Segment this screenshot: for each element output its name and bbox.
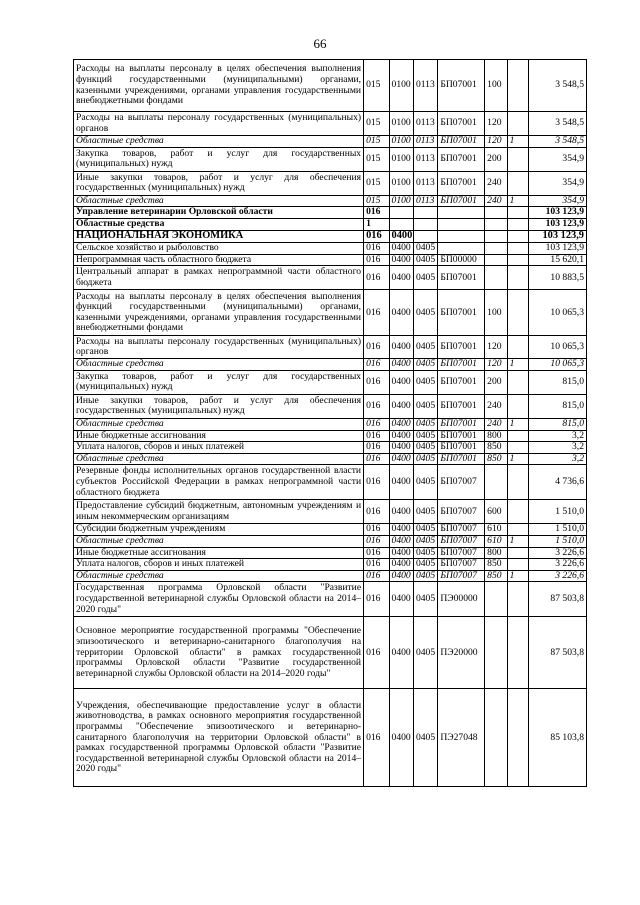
funding-source-code-cell [507,219,528,231]
ministry-code-cell: 016 [364,418,389,430]
section-code-cell: 0400 [389,500,413,524]
section-code-cell: 0400 [389,570,413,582]
expense-type-code-cell: 200 [485,147,507,171]
funding-source-code-cell [507,617,528,689]
section-code-cell: 0100 [389,60,413,112]
subsection-code-cell: 0405 [413,582,437,617]
ministry-code-cell: 015 [364,195,389,207]
section-code-cell: 0400 [389,254,413,266]
expense-name-cell: Областные средства [74,418,364,430]
subsection-code-cell: 0405 [413,559,437,571]
expense-type-code-cell [485,243,507,255]
ministry-code-cell: 016 [364,559,389,571]
table-row [74,254,587,266]
expense-name-cell: Расходы на выплаты персоналу государственных (муниципальных) органов [74,336,364,359]
funding-source-code-cell [507,207,528,219]
expense-type-code-cell: 850 [485,570,507,582]
target-item-code-cell: БП07001 [438,430,485,442]
target-item-code-cell: БП07007 [438,465,485,500]
funding-source-code-cell: 1 [507,359,528,371]
table-row [74,394,587,418]
expense-name-cell: Расходы на выплаты персоналу в целях обеспечения выполнения функций государственными (муниципальными) органами, казенными учреждениями, органами управления государственными внебюджетными фондами [74,290,364,336]
ministry-code-cell: 015 [364,60,389,112]
table-row [74,231,587,243]
funding-source-code-cell: 1 [507,195,528,207]
table-row [74,418,587,430]
expense-name-cell: Уплата налогов, сборов и иных платежей [74,559,364,571]
expense-name-cell: Иные закупки товаров, работ и услуг для обеспечения государственных (муниципальных) нужд [74,394,364,418]
target-item-code-cell: БП07001 [438,112,485,136]
table-row [74,195,587,207]
expense-name-cell: Основное мероприятие государственной программы "Обеспечение эпизоотического и ветеринарно-санитарного благополучия на территории Орловской области" в рамках государственной программы Орловской области "Развитие государственной ветеринарной службы Орловской области на 2014–2020 годы" [74,617,364,689]
expense-type-code-cell: 850 [485,559,507,571]
target-item-code-cell: БП07001 [438,195,485,207]
amount-cell: 3,2 [528,453,586,465]
subsection-code-cell: 0405 [413,547,437,559]
subsection-code-cell [413,219,437,231]
amount-cell: 3,2 [528,442,586,454]
target-item-code-cell: БП00000 [438,254,485,266]
funding-source-code-cell [507,465,528,500]
expense-name-cell: Закупка товаров, работ и услуг для государственных (муниципальных) нужд [74,370,364,394]
section-code-cell: 0400 [389,559,413,571]
ministry-code-cell: 016 [364,370,389,394]
funding-source-code-cell [507,243,528,255]
funding-source-code-cell [507,60,528,112]
ministry-code-cell: 016 [364,453,389,465]
ministry-code-cell: 016 [364,266,389,290]
section-code-cell: 0400 [389,524,413,536]
table-row [74,147,587,171]
expense-name-cell: Иные бюджетные ассигнования [74,430,364,442]
expense-type-code-cell [485,465,507,500]
ministry-code-cell: 015 [364,112,389,136]
subsection-code-cell: 0405 [413,243,437,255]
expense-type-code-cell: 800 [485,547,507,559]
ministry-code-cell: 016 [364,547,389,559]
expense-name-cell: Государственная программа Орловской области "Развитие государственной ветеринарной службы Орловской области на 2014–2020 годы" [74,582,364,617]
amount-cell: 103 123,9 [528,219,586,231]
subsection-code-cell: 0405 [413,465,437,500]
funding-source-code-cell [507,336,528,359]
amount-cell: 3 548,5 [528,136,586,148]
ministry-code-cell: 016 [364,442,389,454]
amount-cell: 103 123,9 [528,231,586,243]
funding-source-code-cell [507,394,528,418]
funding-source-code-cell [507,559,528,571]
section-code-cell: 0100 [389,112,413,136]
target-item-code-cell: БП07007 [438,524,485,536]
target-item-code-cell: БП07001 [438,336,485,359]
expense-name-cell: Учреждения, обеспечивающие предоставление услуг в области животноводства, в рамках основного мероприятия государственной программы "Обеспечение эпизоотического и ветеринарно-санитарного благополучия на территории Орловской области" в рамках государственной программы Орловской области "Развитие государственной ветеринарной службы Орловской области на 2014–2020 годы" [74,689,364,787]
expense-type-code-cell: 120 [485,136,507,148]
subsection-code-cell: 0113 [413,195,437,207]
amount-cell: 354,9 [528,147,586,171]
subsection-code-cell: 0405 [413,617,437,689]
target-item-code-cell: ПЭ27048 [438,689,485,787]
funding-source-code-cell: 1 [507,136,528,148]
expense-type-code-cell [485,231,507,243]
expense-name-cell: Центральный аппарат в рамках непрограммной части областного бюджета [74,266,364,290]
table-row [74,617,587,689]
expense-type-code-cell: 100 [485,290,507,336]
ministry-code-cell: 015 [364,147,389,171]
amount-cell: 87 503,8 [528,582,586,617]
funding-source-code-cell [507,430,528,442]
subsection-code-cell: 0405 [413,535,437,547]
section-code-cell [389,219,413,231]
ministry-code-cell: 016 [364,243,389,255]
amount-cell: 10 883,5 [528,266,586,290]
expense-name-cell: Уплата налогов, сборов и иных платежей [74,442,364,454]
section-code-cell: 0400 [389,370,413,394]
ministry-code-cell: 016 [364,394,389,418]
subsection-code-cell: 0113 [413,112,437,136]
expense-type-code-cell [485,219,507,231]
section-code-cell: 0400 [389,689,413,787]
expense-type-code-cell: 610 [485,524,507,536]
target-item-code-cell: БП07001 [438,442,485,454]
subsection-code-cell: 0113 [413,171,437,195]
expense-type-code-cell [485,266,507,290]
target-item-code-cell: БП07007 [438,570,485,582]
table-row [74,266,587,290]
section-code-cell: 0400 [389,290,413,336]
target-item-code-cell: БП07001 [438,136,485,148]
expense-name-cell: Расходы на выплаты персоналу государственных (муниципальных) органов [74,112,364,136]
target-item-code-cell: БП07001 [438,394,485,418]
subsection-code-cell: 0405 [413,418,437,430]
section-code-cell: 0400 [389,430,413,442]
subsection-code-cell: 0405 [413,500,437,524]
ministry-code-cell: 016 [364,570,389,582]
section-code-cell: 0100 [389,195,413,207]
funding-source-code-cell [507,266,528,290]
ministry-code-cell: 016 [364,500,389,524]
target-item-code-cell: БП07007 [438,500,485,524]
amount-cell: 3 226,6 [528,570,586,582]
expense-type-code-cell: 850 [485,442,507,454]
table-row [74,171,587,195]
subsection-code-cell [413,207,437,219]
target-item-code-cell: БП07001 [438,147,485,171]
section-code-cell: 0100 [389,171,413,195]
subsection-code-cell [413,231,437,243]
subsection-code-cell: 0405 [413,359,437,371]
ministry-code-cell: 016 [364,336,389,359]
target-item-code-cell: БП07001 [438,60,485,112]
table-row [74,535,587,547]
subsection-code-cell: 0405 [413,689,437,787]
target-item-code-cell: ПЭ00000 [438,582,485,617]
table-row [74,336,587,359]
funding-source-code-cell [507,171,528,195]
funding-source-code-cell: 1 [507,453,528,465]
amount-cell: 10 065,3 [528,359,586,371]
table-row [74,442,587,454]
amount-cell: 815,0 [528,418,586,430]
ministry-code-cell: 1 [364,219,389,231]
amount-cell: 87 503,8 [528,617,586,689]
funding-source-code-cell [507,254,528,266]
ministry-code-cell: 016 [364,359,389,371]
expense-type-code-cell: 240 [485,171,507,195]
section-code-cell: 0400 [389,243,413,255]
expense-name-cell: Областные средства [74,453,364,465]
expense-type-code-cell: 120 [485,336,507,359]
target-item-code-cell: БП07001 [438,266,485,290]
section-code-cell: 0400 [389,359,413,371]
section-code-cell: 0400 [389,547,413,559]
target-item-code-cell: БП07001 [438,453,485,465]
expense-type-code-cell: 240 [485,394,507,418]
amount-cell: 10 065,3 [528,290,586,336]
subsection-code-cell: 0405 [413,254,437,266]
subsection-code-cell: 0405 [413,290,437,336]
section-code-cell: 0400 [389,442,413,454]
subsection-code-cell: 0405 [413,570,437,582]
expense-type-code-cell: 600 [485,500,507,524]
ministry-code-cell: 015 [364,171,389,195]
subsection-code-cell: 0405 [413,430,437,442]
ministry-code-cell: 016 [364,524,389,536]
ministry-code-cell: 016 [364,582,389,617]
table-row [74,547,587,559]
amount-cell: 3 548,5 [528,60,586,112]
funding-source-code-cell [507,582,528,617]
amount-cell: 4 736,6 [528,465,586,500]
expense-type-code-cell: 610 [485,535,507,547]
target-item-code-cell: БП07001 [438,290,485,336]
expense-name-cell: Областные средства [74,195,364,207]
section-code-cell: 0400 [389,231,413,243]
target-item-code-cell: БП07007 [438,535,485,547]
budget-table [73,59,587,787]
ministry-code-cell: 016 [364,689,389,787]
page-number: 66 [313,36,327,51]
subsection-code-cell: 0405 [413,442,437,454]
expense-type-code-cell [485,689,507,787]
expense-type-code-cell [485,617,507,689]
table-row [74,136,587,148]
table-row [74,582,587,617]
expense-name-cell: Расходы на выплаты персоналу в целях обеспечения выполнения функций государственными (муниципальными) органами, казенными учреждениями, органами управления государственными внебюджетными фондами [74,60,364,112]
funding-source-code-cell [507,231,528,243]
amount-cell: 354,9 [528,171,586,195]
ministry-code-cell: 016 [364,207,389,219]
ministry-code-cell: 016 [364,535,389,547]
section-code-cell: 0100 [389,136,413,148]
funding-source-code-cell: 1 [507,418,528,430]
table-row [74,219,587,231]
funding-source-code-cell [507,500,528,524]
section-code-cell: 0400 [389,582,413,617]
target-item-code-cell: ПЭ20000 [438,617,485,689]
expense-name-cell: Управление ветеринарии Орловской области [74,207,364,219]
table-row [74,60,587,112]
subsection-code-cell: 0113 [413,147,437,171]
amount-cell: 1 510,0 [528,524,586,536]
expense-type-code-cell: 850 [485,453,507,465]
expense-type-code-cell: 120 [485,359,507,371]
amount-cell: 815,0 [528,394,586,418]
table-row [74,500,587,524]
funding-source-code-cell: 1 [507,535,528,547]
table-row [74,243,587,255]
target-item-code-cell: БП07001 [438,359,485,371]
section-code-cell: 0400 [389,453,413,465]
section-code-cell: 0400 [389,266,413,290]
target-item-code-cell [438,207,485,219]
amount-cell: 103 123,9 [528,207,586,219]
target-item-code-cell [438,219,485,231]
subsection-code-cell: 0405 [413,370,437,394]
section-code-cell: 0400 [389,394,413,418]
ministry-code-cell: 016 [364,254,389,266]
section-code-cell: 0400 [389,617,413,689]
expense-type-code-cell [485,582,507,617]
section-code-cell: 0400 [389,465,413,500]
target-item-code-cell: БП07001 [438,418,485,430]
funding-source-code-cell [507,370,528,394]
expense-name-cell: Предоставление субсидий бюджетным, автономным учреждениям и иным некоммерческим организациям [74,500,364,524]
expense-name-cell: Сельское хозяйство и рыболовство [74,243,364,255]
expense-type-code-cell: 120 [485,112,507,136]
section-code-cell: 0400 [389,418,413,430]
amount-cell: 1 510,0 [528,500,586,524]
expense-name-cell: Закупка товаров, работ и услуг для государственных (муниципальных) нужд [74,147,364,171]
funding-source-code-cell [507,112,528,136]
funding-source-code-cell [507,147,528,171]
expense-name-cell: НАЦИОНАЛЬНАЯ ЭКОНОМИКА [74,231,364,243]
expense-type-code-cell: 240 [485,195,507,207]
ministry-code-cell: 016 [364,290,389,336]
target-item-code-cell: БП07001 [438,370,485,394]
amount-cell: 3,2 [528,430,586,442]
amount-cell: 85 103,8 [528,689,586,787]
target-item-code-cell: БП07007 [438,547,485,559]
expense-name-cell: Непрограммная часть областного бюджета [74,254,364,266]
funding-source-code-cell [507,547,528,559]
subsection-code-cell: 0113 [413,136,437,148]
expense-name-cell: Областные средства [74,535,364,547]
ministry-code-cell: 016 [364,617,389,689]
amount-cell: 3 548,5 [528,112,586,136]
ministry-code-cell: 016 [364,231,389,243]
amount-cell: 3 226,6 [528,547,586,559]
funding-source-code-cell [507,290,528,336]
subsection-code-cell: 0113 [413,60,437,112]
section-code-cell: 0100 [389,147,413,171]
funding-source-code-cell [507,689,528,787]
amount-cell: 15 620,1 [528,254,586,266]
funding-source-code-cell: 1 [507,570,528,582]
target-item-code-cell: БП07007 [438,559,485,571]
table-row [74,370,587,394]
table-row [74,453,587,465]
table-row [74,112,587,136]
table-row [74,689,587,787]
subsection-code-cell: 0405 [413,266,437,290]
section-code-cell: 0400 [389,336,413,359]
amount-cell: 10 065,3 [528,336,586,359]
ministry-code-cell: 016 [364,430,389,442]
expense-type-code-cell: 100 [485,60,507,112]
ministry-code-cell: 016 [364,465,389,500]
amount-cell: 1 510,0 [528,535,586,547]
expense-name-cell: Резервные фонды исполнительных органов государственной власти субъектов Российской Федерации в рамках непрограммной части областного бюджета [74,465,364,500]
expense-name-cell: Иные бюджетные ассигнования [74,547,364,559]
table-row [74,290,587,336]
subsection-code-cell: 0405 [413,453,437,465]
expense-name-cell: Иные закупки товаров, работ и услуг для обеспечения государственных (муниципальных) нужд [74,171,364,195]
table-row [74,430,587,442]
expense-name-cell: Субсидии бюджетным учреждениям [74,524,364,536]
table-row [74,570,587,582]
section-code-cell [389,207,413,219]
target-item-code-cell [438,243,485,255]
expense-type-code-cell: 240 [485,418,507,430]
expense-name-cell: Областные средства [74,359,364,371]
funding-source-code-cell [507,442,528,454]
target-item-code-cell: БП07001 [438,171,485,195]
expense-type-code-cell [485,207,507,219]
table-row [74,559,587,571]
amount-cell: 354,9 [528,195,586,207]
table-row [74,465,587,500]
expense-type-code-cell [485,254,507,266]
subsection-code-cell: 0405 [413,524,437,536]
ministry-code-cell: 015 [364,136,389,148]
funding-source-code-cell [507,524,528,536]
table-row [74,359,587,371]
subsection-code-cell: 0405 [413,336,437,359]
target-item-code-cell [438,231,485,243]
expense-name-cell: Областные средства [74,136,364,148]
amount-cell: 3 226,6 [528,559,586,571]
amount-cell: 815,0 [528,370,586,394]
section-code-cell: 0400 [389,535,413,547]
table-row [74,524,587,536]
expense-name-cell: Областные средства [74,219,364,231]
expense-name-cell: Областные средства [74,570,364,582]
table-row [74,207,587,219]
subsection-code-cell: 0405 [413,394,437,418]
expense-type-code-cell: 800 [485,430,507,442]
expense-type-code-cell: 200 [485,370,507,394]
amount-cell: 103 123,9 [528,243,586,255]
